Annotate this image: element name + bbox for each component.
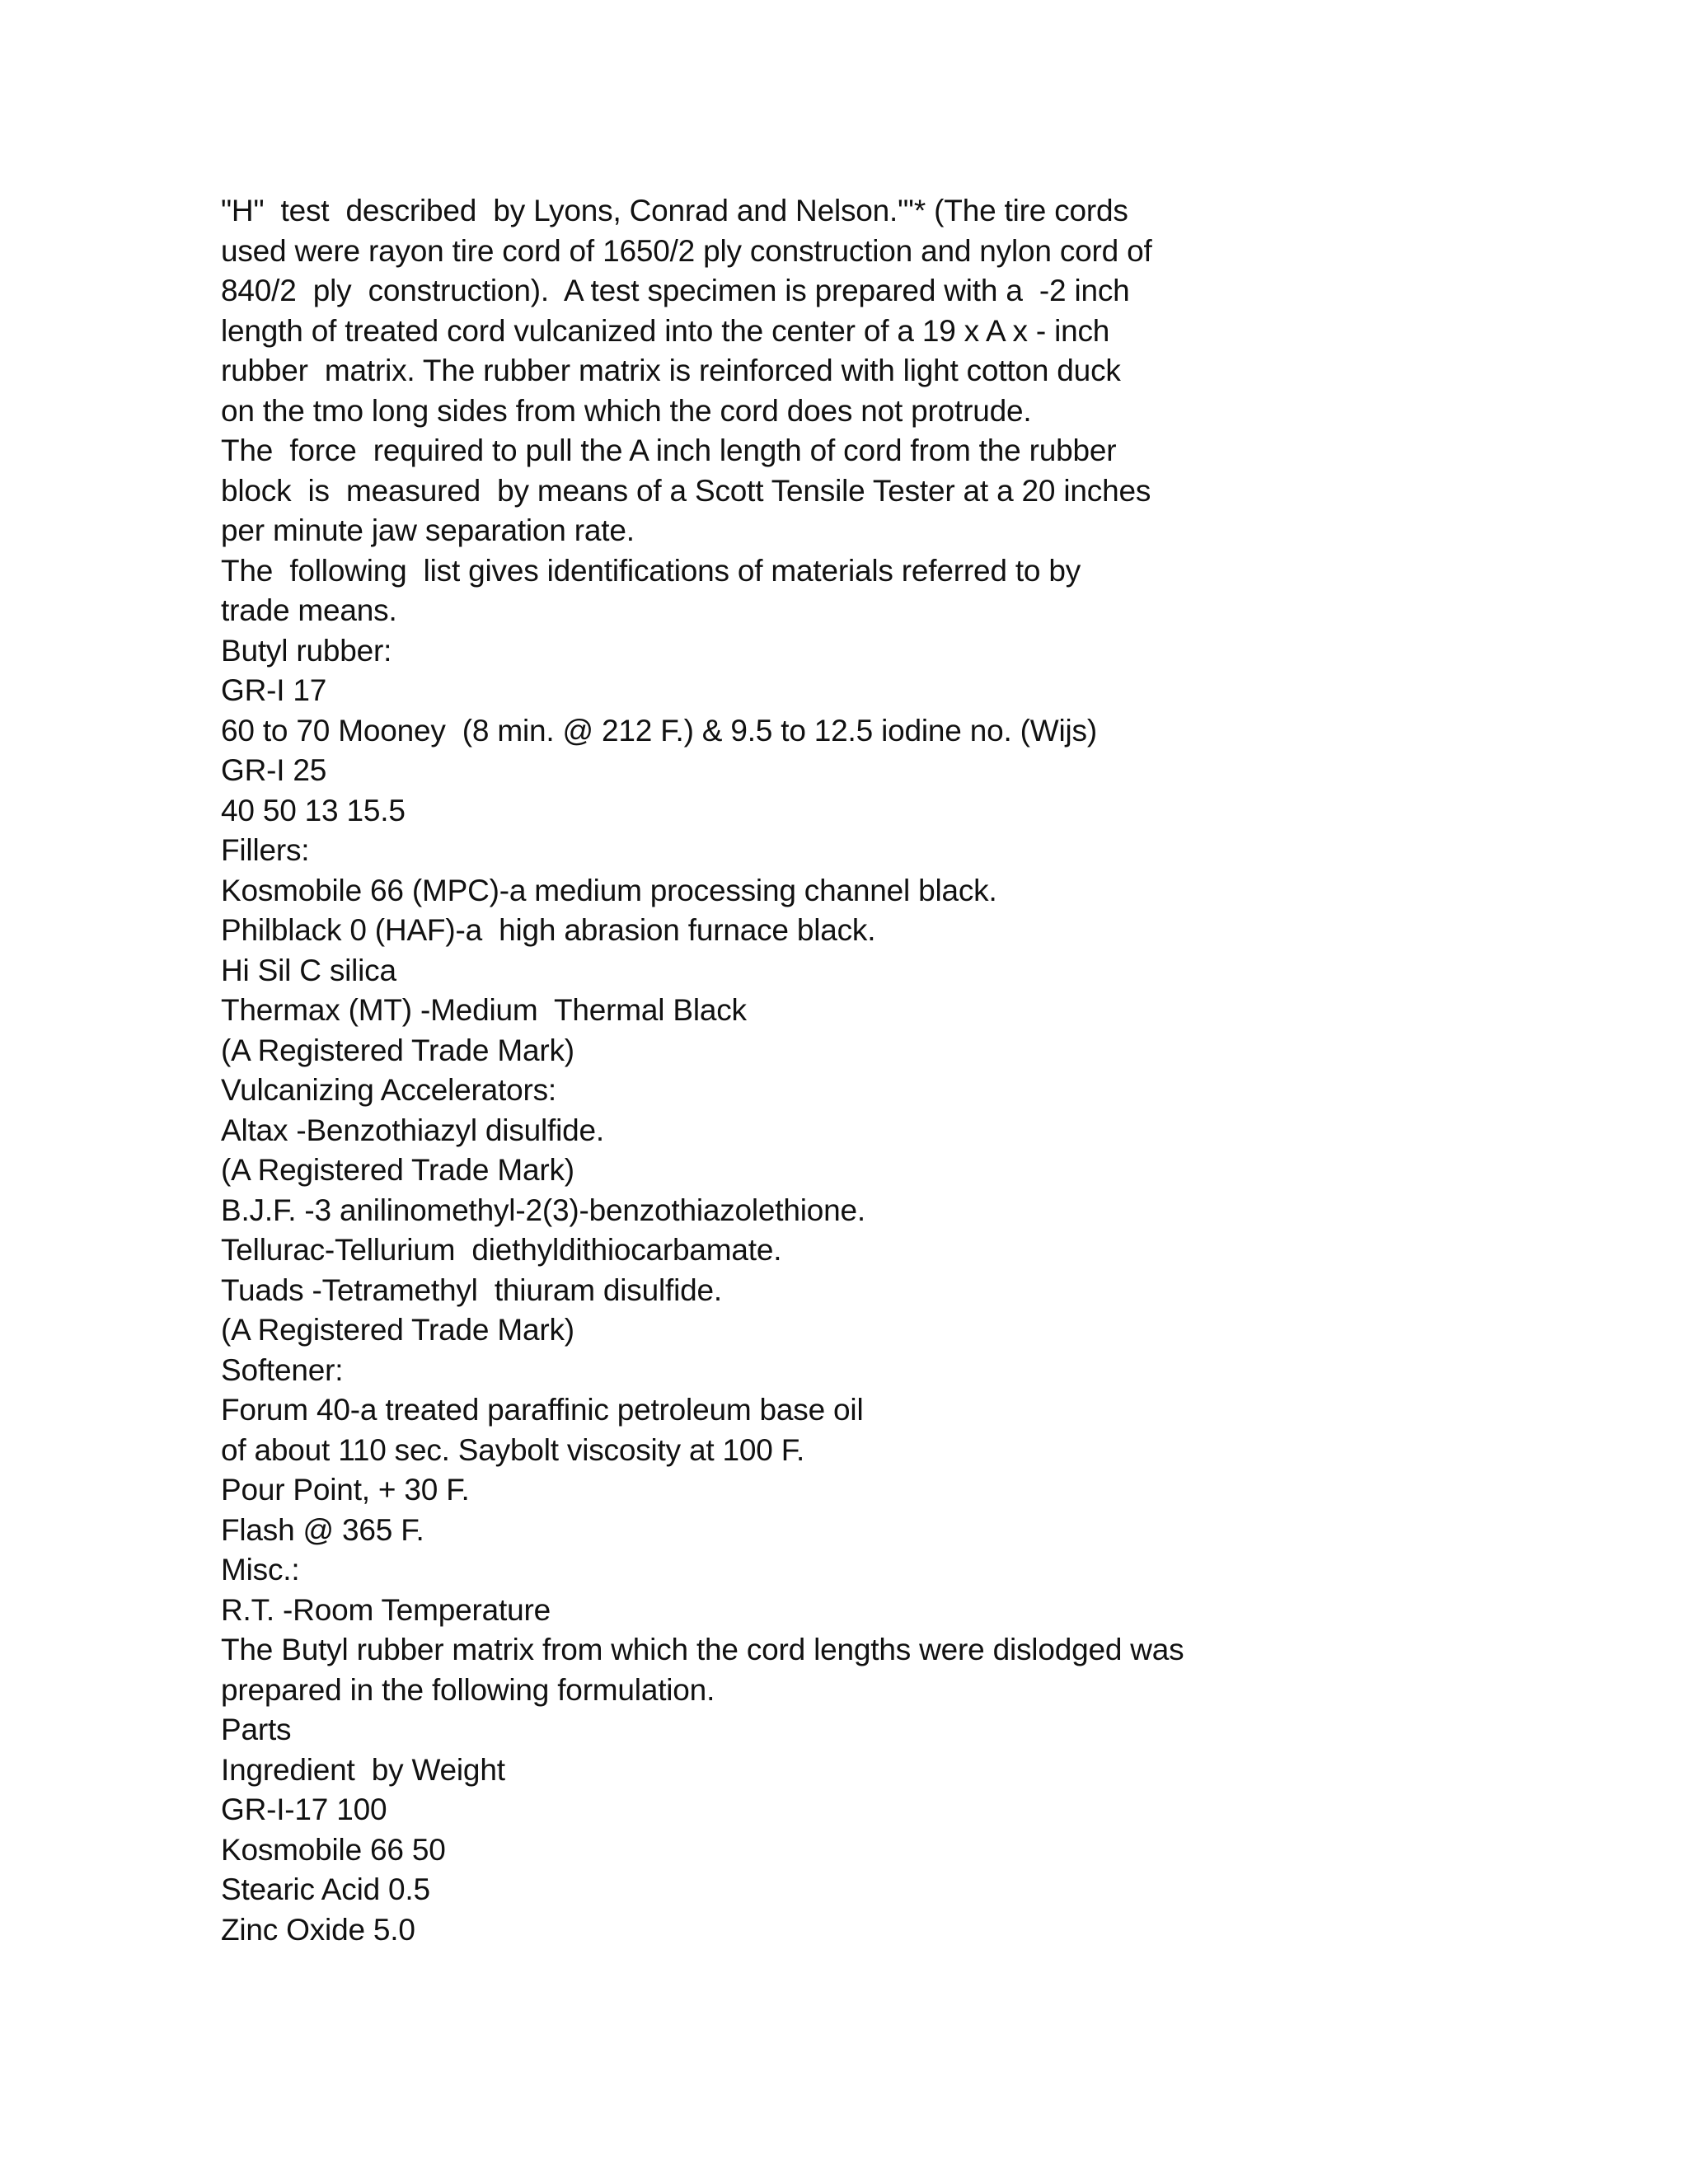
text-line: Philblack 0 (HAF)-a high abrasion furnace black.: [221, 913, 876, 947]
text-line: Flash @ 365 F.: [221, 1512, 424, 1547]
text-line: GR-I 17: [221, 673, 327, 707]
text-line: Tuads -Tetramethyl thiuram disulfide.: [221, 1272, 722, 1307]
text-line: "H" test described by Lyons, Conrad and Nelson."'* (The tire cords: [221, 194, 1128, 227]
text-line: Hi Sil C silica: [221, 953, 396, 987]
document-text: [221, 191, 1507, 1950]
text-line: trade means.: [221, 593, 397, 627]
table-row-line: Kosmobile 66 50: [221, 1832, 446, 1867]
text-line: Altax -Benzothiazyl disulfide.: [221, 1113, 604, 1147]
text-line: The force required to pull the A inch length of cord from the rubber: [221, 434, 1117, 467]
text-line: (A Registered Trade Mark): [221, 1033, 574, 1067]
text-line: prepared in the following formulation.: [221, 1672, 715, 1707]
section-heading: Softener:: [221, 1352, 344, 1387]
text-line: Pour Point, + 30 F.: [221, 1473, 470, 1507]
text-line: 60 to 70 Mooney (8 min. @ 212 F.) & 9.5 to 12.5 iodine no. (Wijs): [221, 713, 1097, 748]
text-line: Thermax (MT) -Medium Thermal Black: [221, 993, 747, 1027]
table-row-line: GR-I-17 100: [221, 1793, 387, 1826]
text-line: B.J.F. -3 anilinomethyl-2(3)-benzothiazolethione.: [221, 1193, 865, 1227]
text-line: block is measured by means of a Scott Tensile Tester at a 20 inches: [221, 473, 1151, 508]
text-line: Kosmobile 66 (MPC)-a medium processing channel black.: [221, 873, 997, 907]
table-row-line: Zinc Oxide 5.0: [221, 1912, 415, 1947]
text-line: The Butyl rubber matrix from which the cord lengths were dislodged was: [221, 1633, 1184, 1666]
section-heading: Misc.:: [221, 1553, 300, 1586]
text-line: on the tmo long sides from which the cord does not protrude.: [221, 393, 1032, 428]
section-heading: Fillers:: [221, 833, 310, 867]
table-header-line: Ingredient by Weight: [221, 1752, 505, 1787]
text-line: (A Registered Trade Mark): [221, 1153, 574, 1187]
text-line: Tellurac-Tellurium diethyldithiocarbamate.: [221, 1233, 782, 1267]
text-line: Forum 40-a treated paraffinic petroleum base oil: [221, 1393, 864, 1427]
text-line: GR-I 25: [221, 753, 327, 787]
text-line: per minute jaw separation rate.: [221, 513, 635, 547]
text-line: The following list gives identifications of materials referred to by: [221, 553, 1081, 588]
section-heading: Vulcanizing Accelerators:: [221, 1073, 557, 1107]
text-line: R.T. -Room Temperature: [221, 1592, 551, 1627]
text-line: used were rayon tire cord of 1650/2 ply construction and nylon cord of: [221, 233, 1152, 268]
text-line: 840/2 ply construction). A test specimen is prepared with a -2 inch: [221, 274, 1130, 307]
text-line: (A Registered Trade Mark): [221, 1313, 574, 1347]
section-heading: Butyl rubber:: [221, 633, 392, 668]
text-line: of about 110 sec. Saybolt viscosity at 100 F.: [221, 1432, 805, 1467]
text-line: rubber matrix. The rubber matrix is reinforced with light cotton duck: [221, 354, 1121, 387]
text-line: 40 50 13 15.5: [221, 793, 406, 827]
text-line: length of treated cord vulcanized into the center of a 19 x A x - inch: [221, 313, 1110, 348]
table-row-line: Stearic Acid 0.5: [221, 1872, 430, 1906]
table-header-line: Parts: [221, 1713, 292, 1746]
